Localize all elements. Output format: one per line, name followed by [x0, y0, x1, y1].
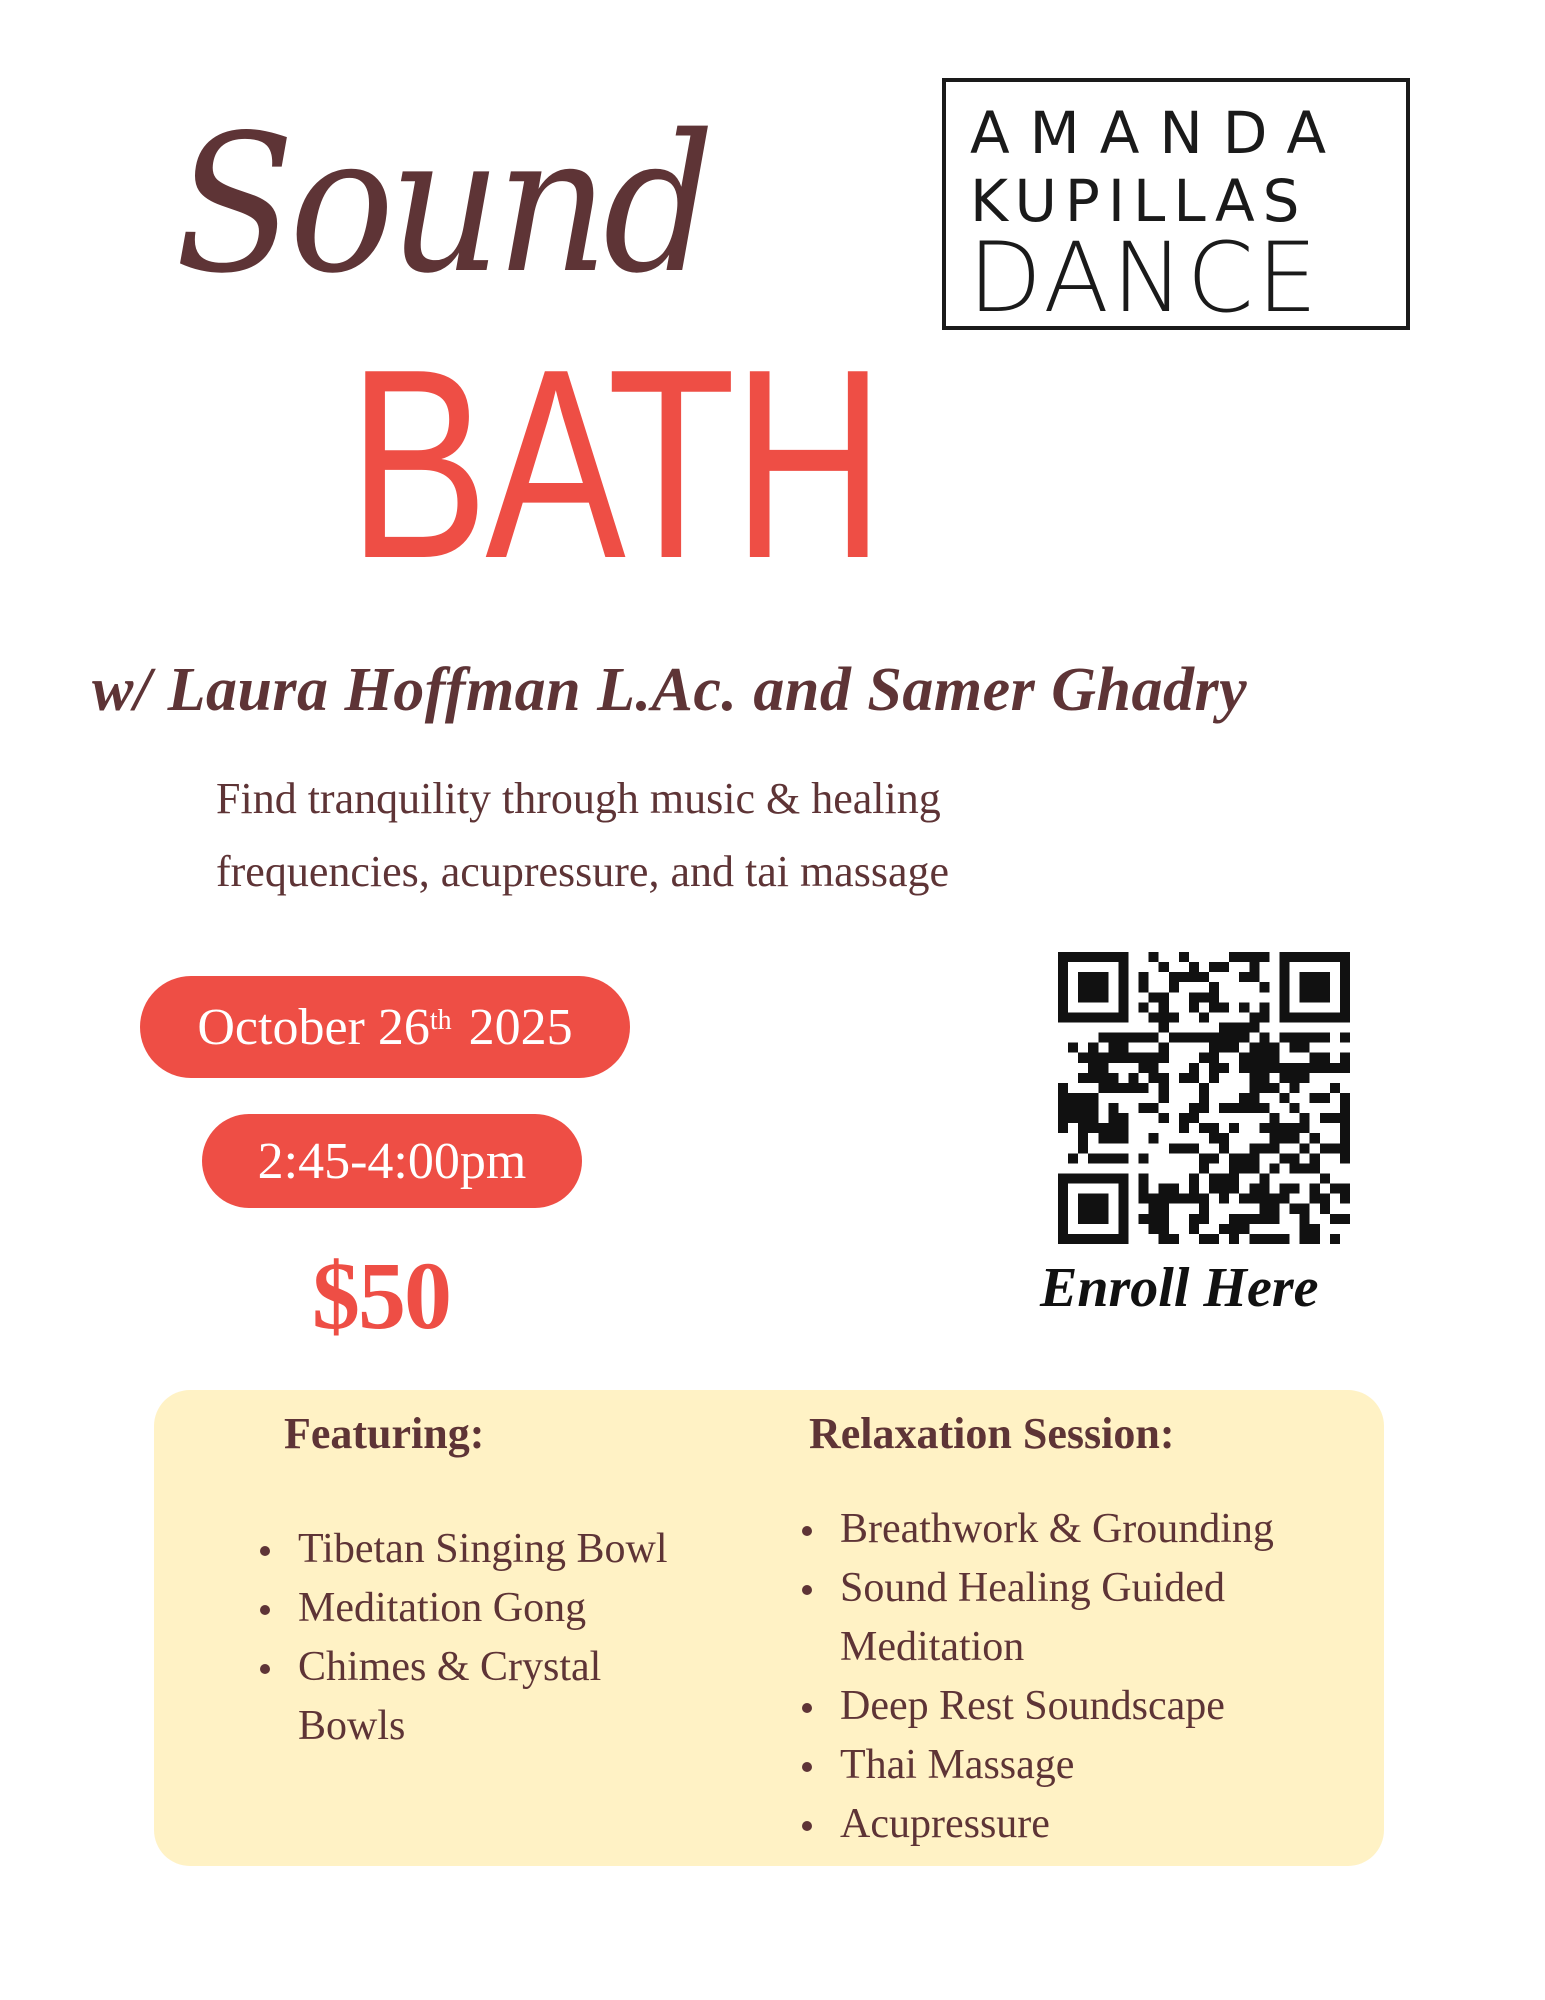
featuring-heading: Featuring: [284, 1409, 485, 1458]
relaxation-heading: Relaxation Session: [809, 1409, 1175, 1458]
enroll-here-label[interactable]: Enroll Here [1040, 1257, 1319, 1319]
relaxation-list [796, 1500, 1356, 1854]
list-item: Deep Rest Soundscape [796, 1677, 1356, 1736]
date-suffix: th [429, 1005, 452, 1036]
logo-line-3: DANCE [968, 222, 1321, 334]
date-badge [140, 976, 630, 1078]
list-item: Sound Healing Guided Meditation [796, 1559, 1356, 1677]
qr-code-icon[interactable] [1058, 952, 1350, 1244]
description-line-2: frequencies, acupressure, and tai massage [216, 847, 950, 896]
list-item: Tibetan Singing Bowl [254, 1520, 684, 1579]
description-line-1: Find tranquility through music & healing [216, 774, 941, 823]
list-item: Meditation Gong [254, 1579, 684, 1638]
list-item: Chimes & Crystal Bowls [254, 1638, 684, 1756]
list-item: Breathwork & Grounding [796, 1500, 1356, 1559]
logo-line-1: AMANDA [970, 99, 1347, 167]
time-text: 2:45-4:00pm [257, 1132, 527, 1190]
title-sound: Sound [175, 94, 710, 315]
time-badge [202, 1114, 582, 1208]
event-description [216, 762, 1176, 908]
price: $50 [312, 1242, 450, 1349]
date-month-day: October 26 [197, 998, 430, 1056]
date-year: 2025 [468, 998, 573, 1056]
list-item: Acupressure [796, 1795, 1356, 1854]
list-item: Thai Massage [796, 1736, 1356, 1795]
title-bath: BATH [348, 314, 882, 615]
amanda-kupillas-dance-logo [942, 78, 1410, 334]
details-panel [154, 1390, 1384, 1866]
featuring-list [254, 1520, 684, 1756]
presenters-line: w/ Laura Hoffman L.Ac. and Samer Ghadry [92, 656, 1248, 724]
logo-line-2: KUPILLAS [970, 167, 1308, 235]
